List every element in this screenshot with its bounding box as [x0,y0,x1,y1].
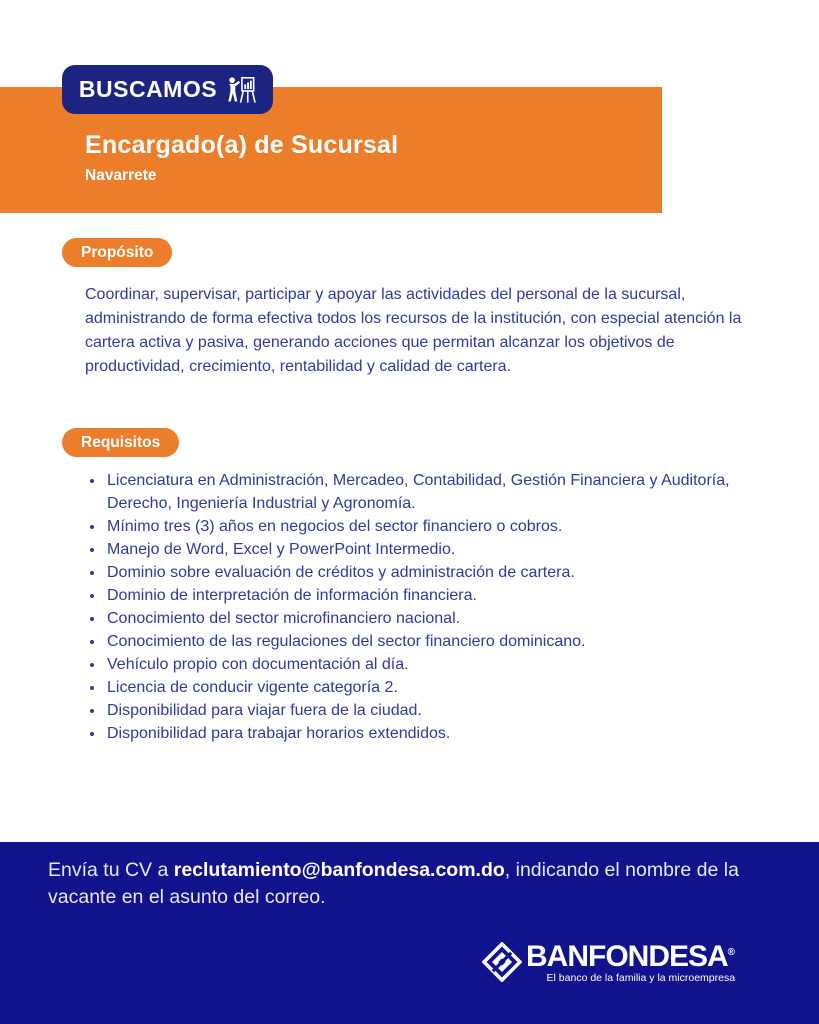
requisito-item: • Vehículo propio con documentación al día. [105,653,740,676]
logo-text [526,938,735,985]
requisito-item: • Disponibilidad para trabajar horarios extendidos. [105,722,740,745]
requisito-item: • Dominio sobre evaluación de créditos y administración de cartera. [105,561,740,584]
footer-banner [0,842,819,1024]
requisito-item: • Conocimiento del sector microfinanciero nacional. [105,607,740,630]
requisito-item: • Licenciatura en Administración, Mercadeo, Contabilidad, Gestión Financiera y Auditoría, Derecho, Ingeniería Industrial y Agronomía. [105,469,740,515]
requisito-item: • Conocimiento de las regulaciones del sector financiero dominicano. [105,630,740,653]
requisito-item: • Disponibilidad para viajar fuera de la ciudad. [105,699,740,722]
location-subtitle: Navarrete [85,167,157,184]
requisito-item: • Dominio de interpretación de información financiera. [105,584,740,607]
recruitment-email: reclutamiento@banfondesa.com.do [173,859,505,881]
logo-wordmark [526,938,735,972]
requisito-item: • Licencia de conducir vigente categoría 2. [105,676,740,699]
buscamos-label: BUSCAMOS [78,76,218,102]
presenter-easel-icon [226,75,256,104]
buscamos-badge [62,65,273,114]
proposito-pill: Propósito [62,238,172,267]
diamond-logo-icon [482,942,522,982]
page-title: Encargado(a) de Sucursal [85,131,399,159]
requisitos-pill: Requisitos [62,428,179,457]
banfondesa-logo [482,938,735,985]
registered-mark: ® [727,947,736,958]
requisito-item: • Manejo de Word, Excel y PowerPoint Intermedio. [105,538,740,561]
cv-instructions [48,857,762,911]
cta-prefix: Envía tu CV a [48,859,174,881]
requisito-item: • Mínimo tres (3) años en negocios del sector financiero o cobros. [105,515,740,538]
cta-suffix: , indicando el nombre de la vacante en el asunto del correo. [48,859,739,908]
proposito-text: Coordinar, supervisar, participar y apoyar las actividades del personal de la sucursal, administrando de forma efectiva todos los recursos de la institución, con especial atención la cartera activa y pasiva, generando acciones que permitan alcanzar los objetivos de productividad, crecimiento, rentabilidad y calidad de cartera. [85,286,742,375]
logo-tagline: El banco de la familia y la microempresa [546,972,736,984]
logo-name: BANFONDESA [526,940,728,973]
requisitos-list [88,469,740,745]
